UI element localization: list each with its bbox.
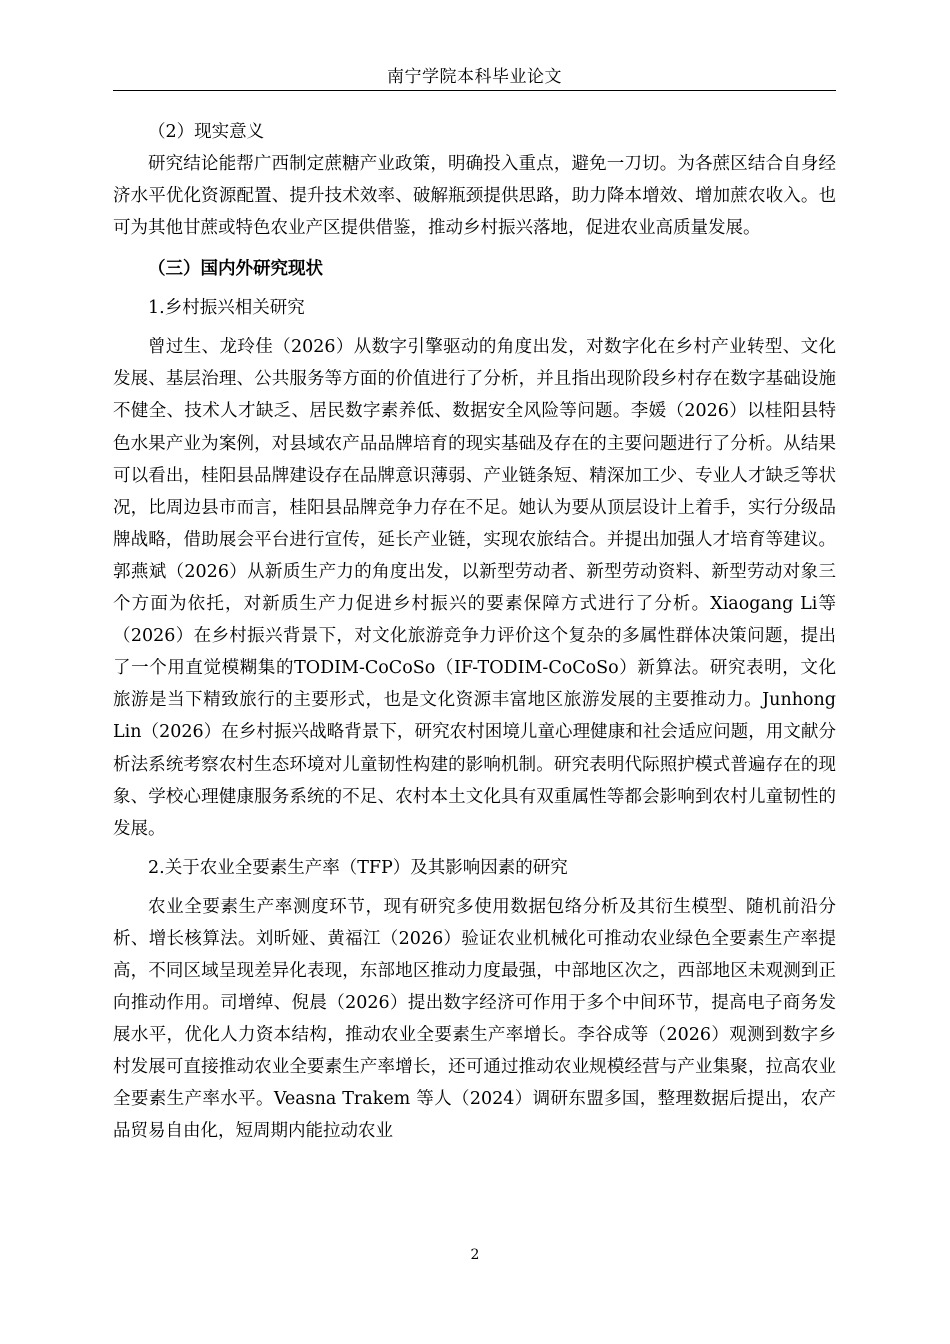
paragraph-rural-revitalization: 曾过生、龙玲佳（2026）从数字引擎驱动的角度出发，对数字化在乡村产业转型、文化发展、基层治理、公共服务等方面的价值进行了分析，并且指出现阶段乡村存在数字基础设施不健全、技术人才缺乏、居民数字素养低、数据安全风险等问题。李媛（2026）以桂阳县特色水果产业为案例，对县域农产品品牌培育的现实基础及存在的主要问题进行了分析。从结果可以看出，桂阳县品牌建设存在品牌意识薄弱、产业链条短、精深加工少、专业人才缺乏等状况，比周边县市而言，桂阳县品牌竞争力存在不足。她认为要从顶层设计上着手，实行分级品牌战略，借助展会平台进行宣传，延长产业链，实现农旅结合。并提出加强人才培育等建议。郭燕斌（2026）从新质生产力的角度出发，以新型劳动者、新型劳动资料、新型劳动对象三个方面为依托，对新质生产力促进乡村振兴的要素保障方式进行了分析。Xiaogang Li等（2026）在乡村振兴背景下，对文化旅游竞争力评价这个复杂的多属性群体决策问题，提出了一个用直觉模糊集的TODIM-CoCoSo（IF-TODIM-CoCoSo）新算法。研究表明，文化旅游是当下精致旅行的主要形式，也是文化资源丰富地区旅游发展的主要推动力。Junhong Lin（2026）在乡村振兴战略背景下，研究农村困境儿童心理健康和社会适应问题，用文献分析法系统考察农村生态环境对儿童韧性构建的影响机制。研究表明代际照护模式普遍存在的现象、学校心理健康服务系统的不足、农村本土文化具有双重属性等都会影响到农村儿童韧性的发展。 [113,337,836,839]
header-rule [113,90,836,91]
section-heading-research-status: （三）国内外研究现状 [148,259,323,280]
paragraph-tfp-research: 农业全要素生产率测度环节，现有研究多使用数据包络分析及其衍生模型、随机前沿分析、增长核算法。刘昕娅、黄福江（2026）验证农业机械化可推动农业绿色全要素生产率提高，不同区域呈现差异化表现，东部地区推动力度最强，中部地区次之，西部地区未观测到正向推动作用。司增绰、倪晨（2026）提出数字经济可作用于多个中间环节，提高电子商务发展水平，优化人力资本结构，推动农业全要素生产率增长。李谷成等（2026）观测到数字乡村发展可直接推动农业全要素生产率增长，还可通过推动农业规模经营与产业集聚，拉高农业全要素生产率水平。Veasna Trakem 等人（2024）调研东盟多国，整理数据后提出，农产品贸易自由化，短周期内能拉动农业 [113,896,836,1142]
subsection-heading-practical-significance: （2）现实意义 [148,122,265,142]
item-heading-rural-revitalization: 1.乡村振兴相关研究 [148,298,305,319]
page-number: 2 [470,1247,480,1263]
item-heading-tfp-research: 2.关于农业全要素生产率（TFP）及其影响因素的研究 [148,857,568,878]
paragraph-practical-significance: 研究结论能帮广西制定蔗糖产业政策，明确投入重点，避免一刀切。为各蔗区结合自身经济水平优化资源配置、提升技术效率、破解瓶颈提供思路，助力降本增效、增加蔗农收入。也可为其他甘蔗或特色农业产区提供借鉴，推动乡村振兴落地，促进农业高质量发展。 [113,154,836,239]
page-body [113,116,836,1148]
running-header: 南宁学院本科毕业论文 [387,67,562,87]
